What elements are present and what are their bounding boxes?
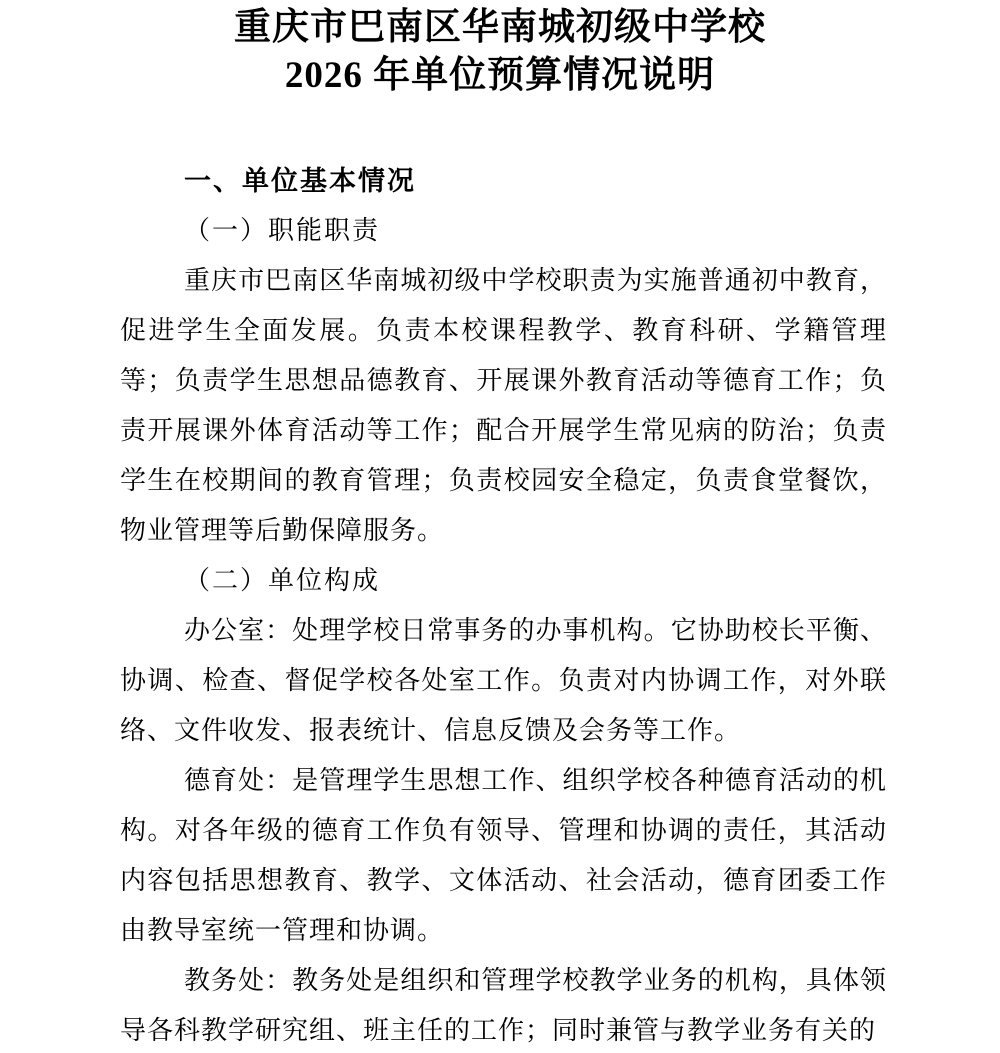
subsection-heading-duties: （一）职能职责 [184, 216, 381, 245]
title-line-2: 2026 年单位预算情况说明 [284, 55, 716, 96]
document-title [0, 4, 1000, 100]
paragraph-moral-education: 德育处：是管理学生思想工作、组织学校各种德育活动的机构。对各年级的德育工作负有领导、管理和协调的责任，其活动内容包括思想教育、教学、文体活动、社会活动，德育团委工作由教导室统一管理和协调。 [120, 766, 887, 945]
paragraph-office: 办公室：处理学校日常事务的办事机构。它协助校长平衡、协调、检查、督促学校各处室工作。负责对内协调工作，对外联络、文件收发、报表统计、信息反馈及会务等工作。 [120, 616, 887, 745]
subsection-heading-composition: （二）单位构成 [184, 566, 381, 595]
paragraph-duties: 重庆市巴南区华南城初级中学校职责为实施普通初中教育，促进学生全面发展。负责本校课程教学、教育科研、学籍管理等；负责学生思想品德教育、开展课外教育活动等德育工作；负责开展课外体育活动等工作；配合开展学生常见病的防治；负责学生在校期间的教育管理；负责校园安全稳定，负责食堂餐饮，物业管理等后勤保障服务。 [120, 266, 887, 545]
title-line-1: 重庆市巴南区华南城初级中学校 [234, 7, 766, 48]
section-heading-basic-info: 一、单位基本情况 [184, 166, 416, 196]
paragraph-academic-affairs: 教务处：教务处是组织和管理学校教学业务的机构，具体领导各科教学研究组、班主任的工作；同时兼管与教学业务有关的 [120, 966, 887, 1045]
document-body [120, 156, 887, 1053]
